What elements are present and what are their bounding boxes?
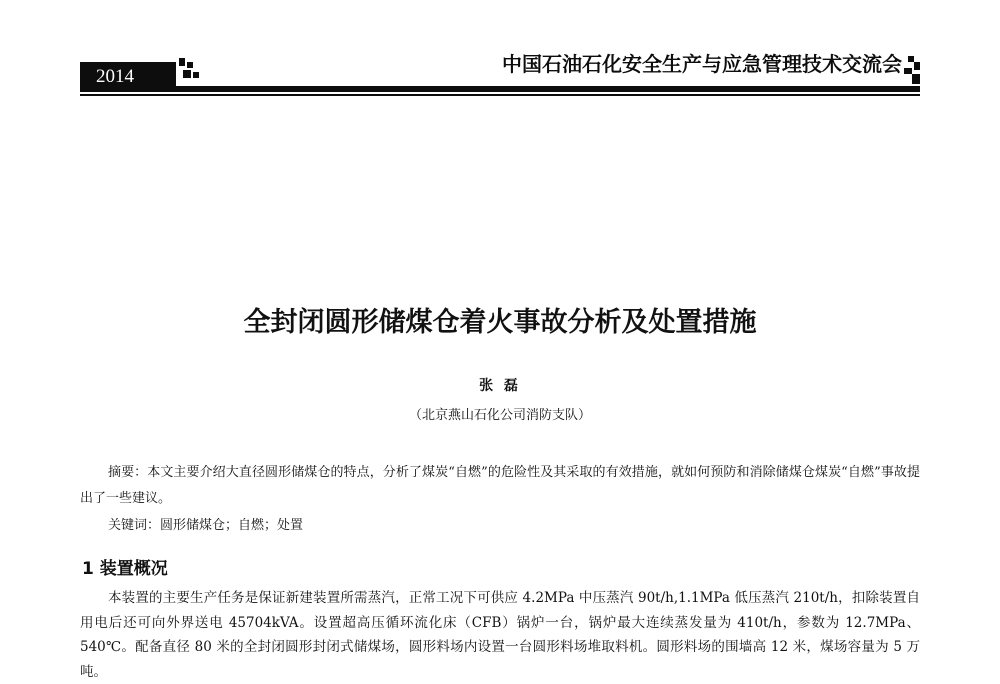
abstract-text: 摘要：本文主要介绍大直径圆形储煤仓的特点，分析了煤炭“自燃”的危险性及其采取的有效措施，就如何预防和消除储煤仓煤炭“自燃”事故提出了一些建议。 — [80, 465, 920, 506]
year-label: 2014 — [80, 62, 176, 92]
header-ornament-right — [904, 56, 920, 84]
header-rule-thin — [80, 94, 920, 96]
section-heading: 1 装置概况 — [82, 559, 168, 579]
keywords-line: 关键词：圆形储煤仓；自燃；处置 — [108, 518, 304, 533]
header-rule-thick — [176, 86, 920, 92]
page-header — [80, 40, 920, 96]
paper-title: 全封闭圆形储煤仓着火事故分析及处置措施 — [243, 307, 757, 338]
author-name: 张 磊 — [479, 378, 521, 394]
author-affiliation: （北京燕山石化公司消防支队） — [408, 408, 591, 423]
body-paragraph: 本装置的主要生产任务是保证新建装置所需蒸汽，正常工况下可供应 4.2MPa 中压蒸汽 90t/h,1.1MPa 低压蒸汽 210t/h，扣除装置自用电后还可向外界送电 45704kVA。设置超高压循环流化床（CFB）锅炉一台，锅炉最大连续蒸发量为 410t/h，参数为 12.7MPa、540℃。配备直径 80 米的全封闭圆形封闭式储煤场，圆形料场内设置一台圆形料场堆取料机。圆形料场的围墙高 12 米，煤场容量为 5 万吨。 — [80, 590, 920, 680]
header-ornament-left — [179, 58, 201, 84]
conference-title: 中国石油石化安全生产与应急管理技术交流会 — [502, 52, 902, 76]
